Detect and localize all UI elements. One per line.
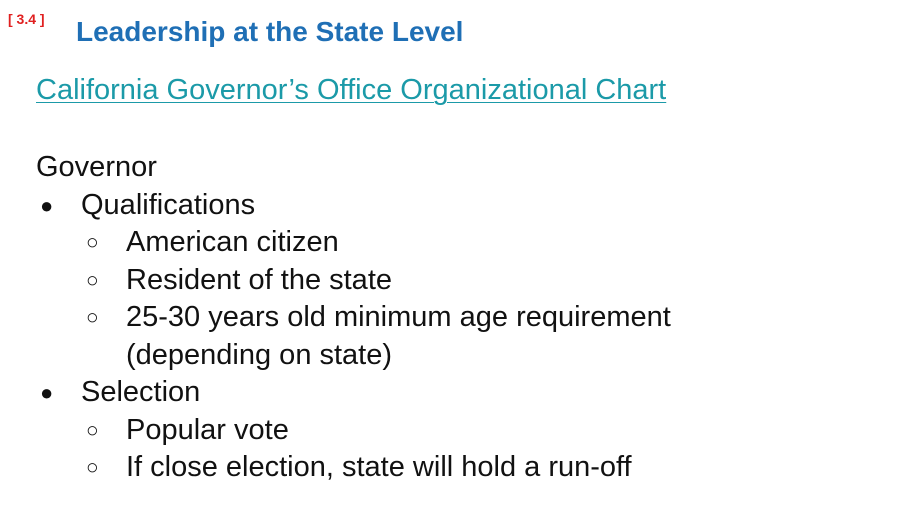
list-item-text: Popular vote bbox=[126, 413, 289, 446]
slide-title: Leadership at the State Level bbox=[76, 16, 464, 47]
list-item-text: If close election, state will hold a run-off bbox=[126, 451, 632, 483]
filled-bullet-icon: ● bbox=[40, 380, 54, 405]
list-item bbox=[36, 224, 671, 262]
hollow-bullet-icon: ○ bbox=[86, 418, 99, 442]
slide-body bbox=[36, 149, 671, 487]
hollow-bullet-icon: ○ bbox=[86, 306, 99, 329]
list-item-continuation: (depending on state) bbox=[126, 338, 393, 371]
list-item-text: 25-30 years old minimum age requirement bbox=[126, 301, 671, 333]
list-item-qualifications bbox=[36, 187, 671, 225]
governor-heading: Governor bbox=[36, 151, 157, 183]
hollow-bullet-icon: ○ bbox=[86, 231, 99, 254]
list-item bbox=[36, 262, 671, 300]
filled-bullet-icon: ● bbox=[40, 192, 54, 218]
hollow-bullet-icon: ○ bbox=[86, 268, 99, 292]
list-item-selection bbox=[36, 374, 671, 412]
org-chart-link[interactable]: California Governor’s Office Organizational Chart bbox=[36, 74, 667, 106]
qualifications-label: Qualifications bbox=[81, 188, 256, 221]
list-item-text: American citizen bbox=[126, 226, 339, 258]
list-item bbox=[36, 299, 671, 337]
list-item-text: Resident of the state bbox=[126, 263, 392, 296]
selection-label: Selection bbox=[81, 376, 201, 408]
list-item bbox=[36, 449, 671, 487]
hollow-bullet-icon: ○ bbox=[86, 456, 99, 479]
section-tag: [ 3.4 ] bbox=[8, 11, 45, 27]
list-item bbox=[36, 412, 671, 450]
